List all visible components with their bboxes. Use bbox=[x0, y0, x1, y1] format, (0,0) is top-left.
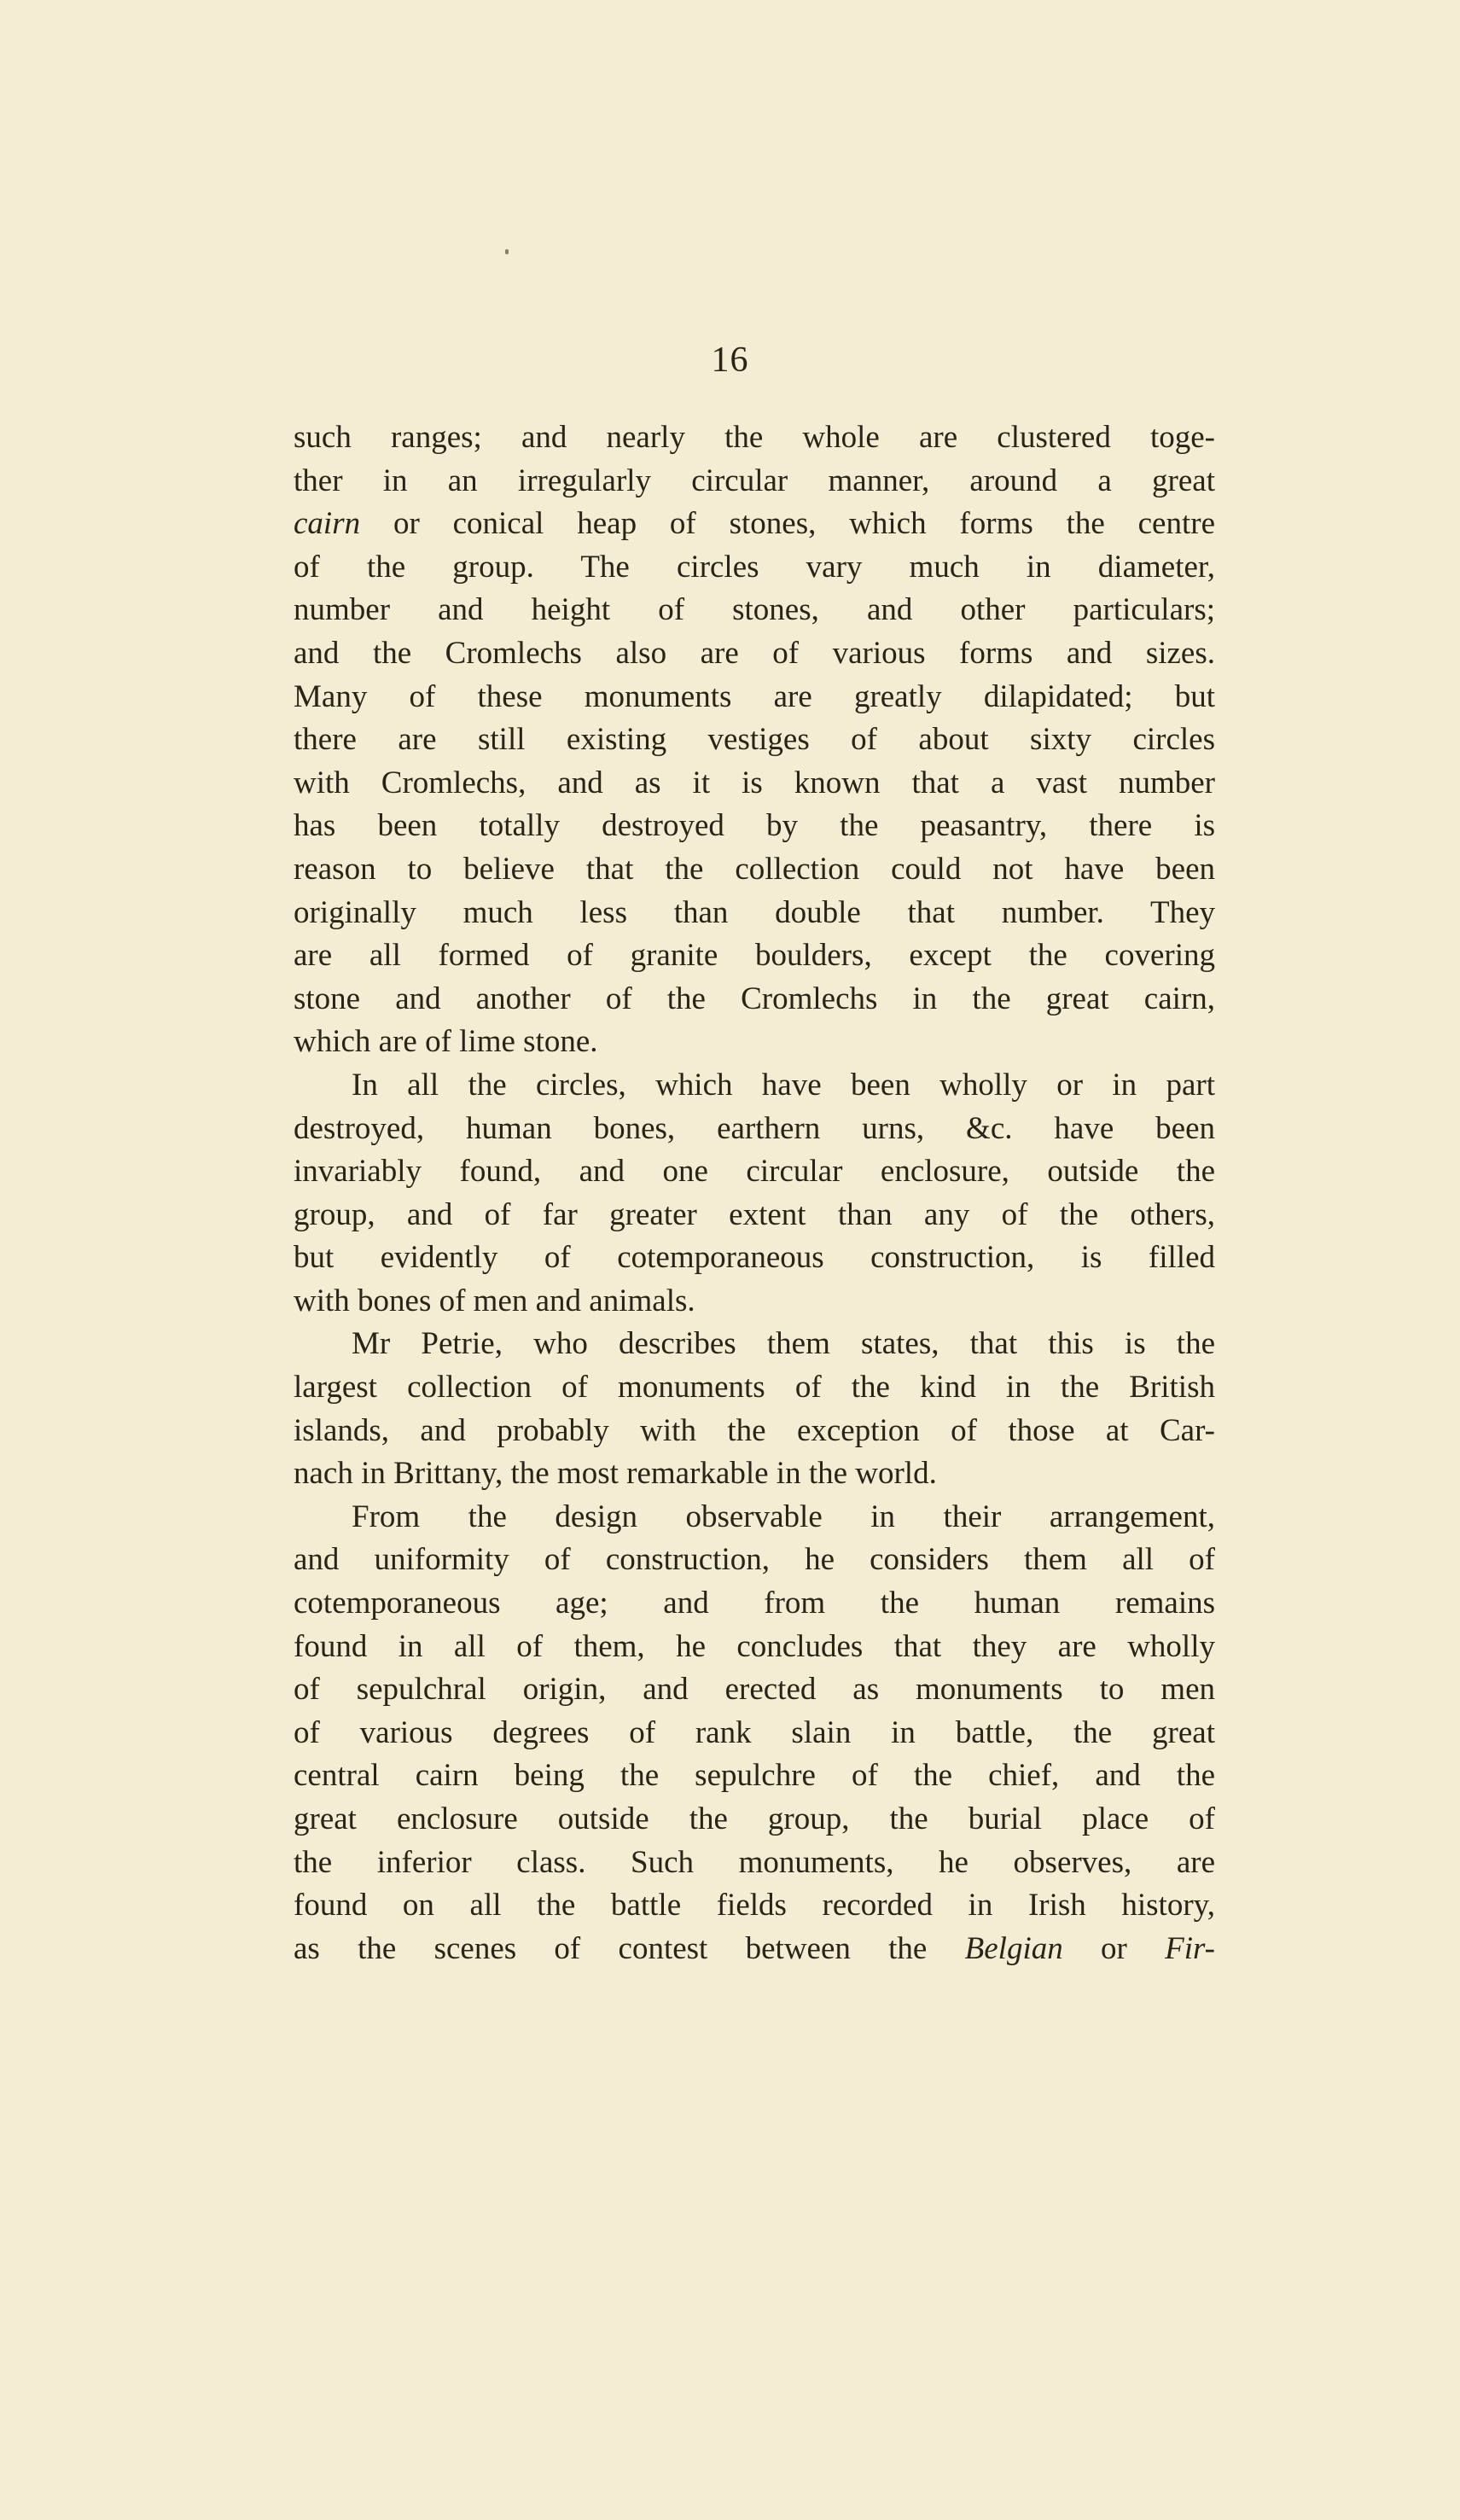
text-line: nach in Brittany, the most remarkable in the world. bbox=[294, 1456, 937, 1492]
page-number: 16 bbox=[711, 340, 749, 380]
text-line: of the group. The circles vary much in diameter, bbox=[294, 549, 1215, 585]
text-line: and the Cromlechs also are of various forms and sizes. bbox=[294, 635, 1215, 671]
paragraph bbox=[294, 1496, 1215, 1971]
text-line: great enclosure outside the group, the burial place of bbox=[294, 1801, 1215, 1836]
text-line: there are still existing vestiges of about sixty circles bbox=[294, 722, 1215, 758]
text-line: stone and another of the Cromlechs in the great cairn, bbox=[294, 981, 1215, 1016]
text-line: the inferior class. Such monuments, he observes, are bbox=[294, 1844, 1215, 1880]
paragraph bbox=[294, 416, 1215, 1064]
text-line: which are of lime stone. bbox=[294, 1024, 598, 1060]
text-line: islands, and probably with the exception of those at Car- bbox=[294, 1412, 1215, 1448]
ink-speck bbox=[505, 249, 509, 254]
text-line: and uniformity of construction, he considers them all of bbox=[294, 1542, 1215, 1578]
body-text bbox=[294, 416, 1215, 1970]
text-line: such ranges; and nearly the whole are clustered toge- bbox=[294, 420, 1215, 455]
text-line: with Cromlechs, and as it is known that a vast number bbox=[294, 765, 1215, 800]
text-line: but evidently of cotemporaneous construction, is filled bbox=[294, 1240, 1215, 1276]
text-line: found on all the battle fields recorded in Irish history, bbox=[294, 1888, 1215, 1923]
text-line: has been totally destroyed by the peasantry, there is bbox=[294, 808, 1215, 844]
paragraph bbox=[294, 1323, 1215, 1495]
text-line: are all formed of granite boulders, except the covering bbox=[294, 938, 1215, 974]
italic-word: cairn bbox=[294, 506, 361, 542]
text-line: ther in an irregularly circular manner, around a great bbox=[294, 463, 1215, 498]
paragraph bbox=[294, 1064, 1215, 1324]
text-line: of various degrees of rank slain in battle, the great bbox=[294, 1714, 1215, 1750]
text-line-italic-end: as the scenes of contest between the Belgian or Fir- bbox=[294, 1930, 1215, 1966]
text-line: group, and of far greater extent than any of the others, bbox=[294, 1196, 1215, 1232]
text-line: invariably found, and one circular enclosure, outside the bbox=[294, 1154, 1215, 1190]
text-line: cotemporaneous age; and from the human remains bbox=[294, 1586, 1215, 1621]
text-line: Many of these monuments are greatly dilapidated; but bbox=[294, 678, 1215, 714]
text-line: Mr Petrie, who describes them states, that this is the bbox=[352, 1326, 1215, 1362]
text-line: In all the circles, which have been wholly or in part bbox=[352, 1067, 1215, 1103]
text-line: central cairn being the sepulchre of the chief, and the bbox=[294, 1758, 1215, 1794]
text-line: with bones of men and animals. bbox=[294, 1283, 695, 1318]
text-line: largest collection of monuments of the kind in the British bbox=[294, 1370, 1215, 1405]
text-line: From the design observable in their arrangement, bbox=[352, 1499, 1215, 1534]
text-line: destroyed, human bones, earthern urns, &c. have been bbox=[294, 1110, 1215, 1146]
text-line: reason to believe that the collection could not have been bbox=[294, 851, 1215, 887]
text-line: originally much less than double that number. They bbox=[294, 894, 1215, 930]
text-line-italic-start: cairn or conical heap of stones, which forms the centre bbox=[294, 506, 1215, 542]
text-line: found in all of them, he concludes that they are wholly bbox=[294, 1628, 1215, 1664]
italic-word: Belgian bbox=[964, 1930, 1063, 1966]
italic-word: Fir- bbox=[1165, 1930, 1215, 1966]
text-line: of sepulchral origin, and erected as monuments to men bbox=[294, 1672, 1215, 1708]
text-line: number and height of stones, and other particulars; bbox=[294, 592, 1215, 628]
